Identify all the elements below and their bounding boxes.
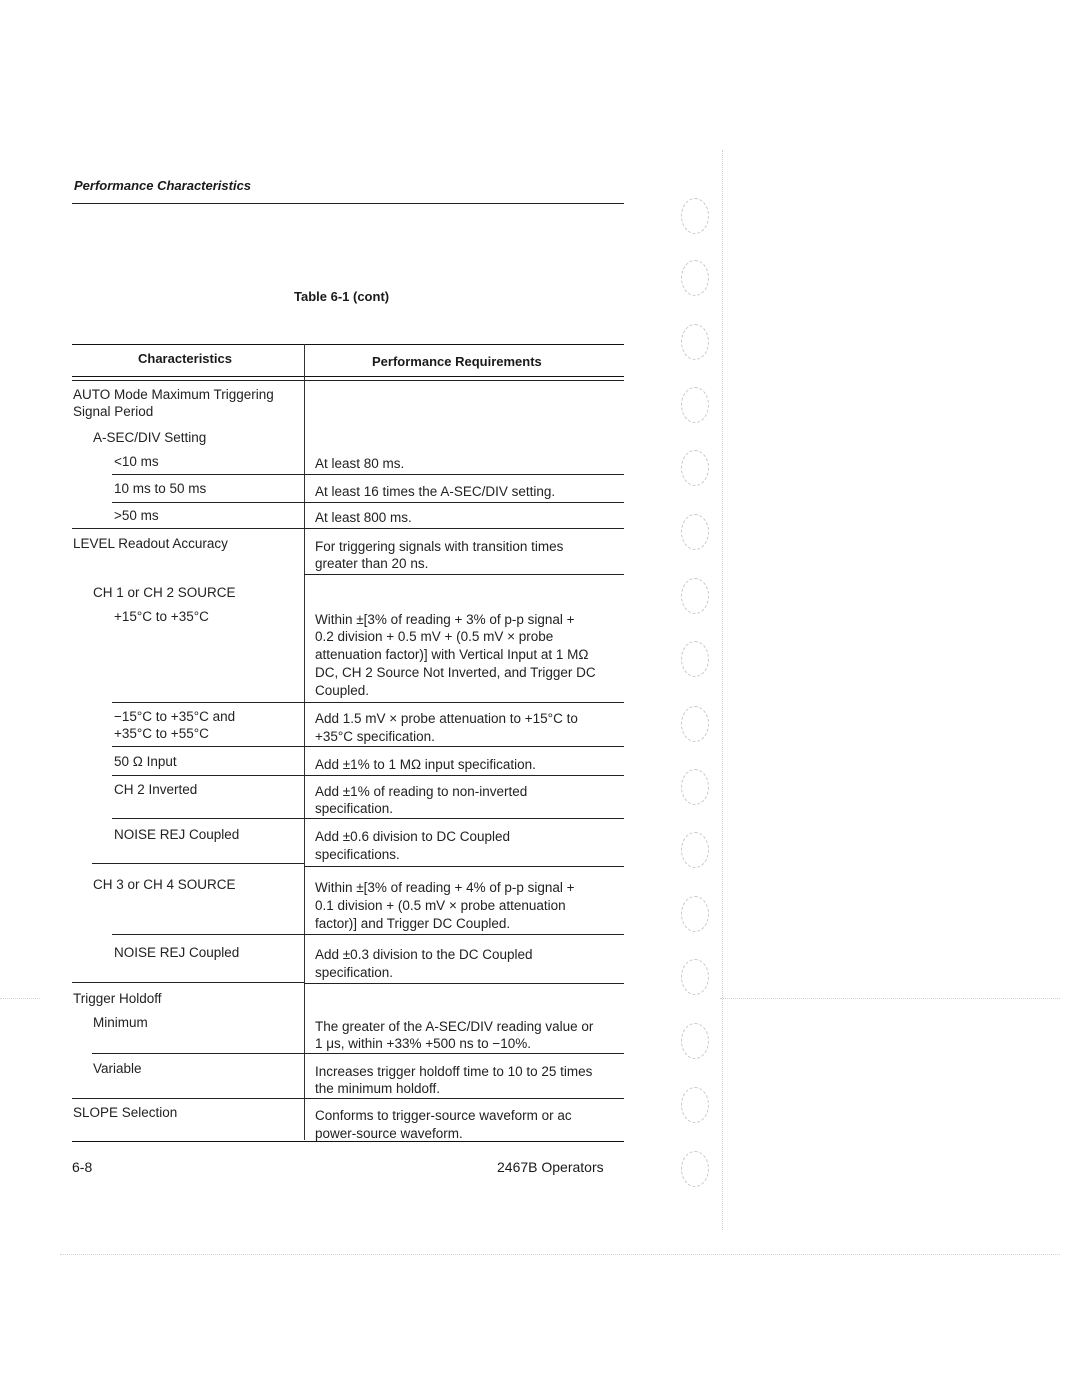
requirement-text: 1 μs, within +33% +500 ns to −10%. — [315, 1036, 532, 1051]
row-rule — [304, 502, 624, 503]
requirement-text: specifications. — [315, 847, 400, 862]
row-rule — [112, 818, 304, 819]
row-rule — [92, 863, 304, 864]
requirement-text: specification. — [315, 801, 394, 816]
binder-hole-icon — [681, 260, 709, 296]
row-rule — [304, 983, 624, 984]
requirement-text: factor)] and Trigger DC Coupled. — [315, 916, 511, 931]
characteristic-label: AUTO Mode Maximum Triggering — [73, 387, 274, 402]
row-rule — [304, 775, 624, 776]
row-rule — [304, 1053, 624, 1054]
characteristic-label: LEVEL Readout Accuracy — [73, 536, 228, 551]
characteristic-label: SLOPE Selection — [73, 1105, 178, 1120]
characteristic-label: 50 Ω Input — [114, 754, 177, 769]
row-rule — [304, 574, 624, 575]
row-rule — [112, 934, 304, 935]
row-rule — [112, 775, 304, 776]
characteristic-label: 10 ms to 50 ms — [114, 481, 207, 496]
binder-hole-icon — [681, 1087, 709, 1123]
table-title: Table 6-1 (cont) — [294, 289, 390, 304]
characteristic-label: Signal Period — [73, 404, 154, 419]
row-rule — [304, 702, 624, 703]
requirement-text: 0.2 division + 0.5 mV + (0.5 mV × probe — [315, 629, 554, 644]
characteristic-label: NOISE REJ Coupled — [114, 827, 240, 842]
scan-edge — [60, 1254, 1060, 1255]
requirement-text: For triggering signals with transition times — [315, 539, 564, 554]
characteristic-label: −15°C to +35°C and — [114, 709, 236, 724]
requirement-text: 0.1 division + (0.5 mV × probe attenuation — [315, 898, 566, 913]
characteristic-label: CH 2 Inverted — [114, 782, 198, 797]
binder-hole-icon — [681, 450, 709, 486]
requirement-text: Add ±0.6 division to DC Coupled — [315, 829, 511, 844]
requirement-text: At least 800 ms. — [315, 510, 412, 525]
row-rule — [304, 818, 624, 819]
column-header-characteristics: Characteristics — [138, 351, 232, 366]
binder-hole-icon — [681, 959, 709, 995]
header-bottom-rule — [72, 376, 624, 377]
column-header-requirements: Performance Requirements — [372, 354, 542, 369]
row-rule — [304, 474, 624, 475]
row-rule — [112, 502, 304, 503]
row-rule — [92, 1053, 304, 1054]
binder-hole-icon — [681, 324, 709, 360]
requirement-text: power-source waveform. — [315, 1126, 463, 1141]
requirement-text: Increases trigger holdoff time to 10 to 25 times — [315, 1064, 593, 1079]
requirement-text: The greater of the A-SEC/DIV reading value or — [315, 1019, 594, 1034]
column-divider — [304, 344, 305, 1140]
requirement-text: attenuation factor)] with Vertical Input at 1 MΩ — [315, 647, 589, 662]
row-rule — [112, 746, 304, 747]
manual-name: 2467B Operators — [497, 1159, 604, 1175]
requirement-text: Add ±0.3 division to the DC Coupled — [315, 947, 533, 962]
requirement-text: Add 1.5 mV × probe attenuation to +15°C to — [315, 711, 578, 726]
scan-edge — [720, 998, 1060, 999]
row-rule — [304, 746, 624, 747]
scan-edge — [722, 150, 723, 1230]
characteristic-label: CH 1 or CH 2 SOURCE — [93, 585, 236, 600]
binder-hole-icon — [681, 514, 709, 550]
row-rule — [72, 528, 304, 529]
characteristic-label: A-SEC/DIV Setting — [93, 430, 207, 445]
characteristic-label: +15°C to +35°C — [114, 609, 209, 624]
requirement-text: Add ±1% of reading to non-inverted — [315, 784, 528, 799]
binder-hole-icon — [681, 706, 709, 742]
row-rule — [72, 1098, 304, 1099]
row-rule — [112, 702, 304, 703]
characteristic-label: NOISE REJ Coupled — [114, 945, 240, 960]
requirement-text: specification. — [315, 965, 394, 980]
characteristic-label: Variable — [93, 1061, 142, 1076]
requirement-text: Within ±[3% of reading + 4% of p-p signal + — [315, 880, 575, 895]
characteristic-label: +35°C to +55°C — [114, 726, 209, 741]
row-rule — [112, 474, 304, 475]
row-rule — [304, 866, 624, 867]
binder-hole-icon — [681, 1023, 709, 1059]
running-header: Performance Characteristics — [74, 178, 252, 193]
binder-hole-icon — [681, 387, 709, 423]
characteristic-label: Minimum — [93, 1015, 148, 1030]
characteristic-label: Trigger Holdoff — [73, 991, 162, 1006]
requirement-text: At least 16 times the A-SEC/DIV setting. — [315, 484, 556, 499]
binder-hole-icon — [681, 769, 709, 805]
binder-hole-icon — [681, 1151, 709, 1187]
requirement-text: greater than 20 ns. — [315, 556, 429, 571]
binder-hole-icon — [681, 832, 709, 868]
binder-hole-icon — [681, 641, 709, 677]
binder-hole-icon — [681, 896, 709, 932]
requirement-text: Coupled. — [315, 683, 370, 698]
requirement-text: At least 80 ms. — [315, 456, 405, 471]
requirement-text: Conforms to trigger-source waveform or ac — [315, 1108, 572, 1123]
characteristic-label: <10 ms — [114, 454, 159, 469]
table-top-rule — [72, 344, 624, 345]
row-rule — [304, 1098, 624, 1099]
characteristic-label: CH 3 or CH 4 SOURCE — [93, 877, 236, 892]
requirement-text: the minimum holdoff. — [315, 1081, 441, 1096]
requirement-text: Add ±1% to 1 MΩ input specification. — [315, 757, 536, 772]
binder-hole-icon — [681, 198, 709, 234]
requirement-text: Within ±[3% of reading + 3% of p-p signal + — [315, 612, 575, 627]
requirement-text: DC, CH 2 Source Not Inverted, and Trigger DC — [315, 665, 596, 680]
row-rule — [304, 528, 624, 529]
characteristic-label: >50 ms — [114, 508, 159, 523]
scan-edge — [0, 998, 40, 999]
header-bottom-rule-2 — [72, 380, 624, 381]
binder-hole-icon — [681, 578, 709, 614]
row-rule — [72, 982, 304, 983]
row-rule — [304, 934, 624, 935]
requirement-text: +35°C specification. — [315, 729, 435, 744]
page-number: 6-8 — [72, 1159, 93, 1175]
